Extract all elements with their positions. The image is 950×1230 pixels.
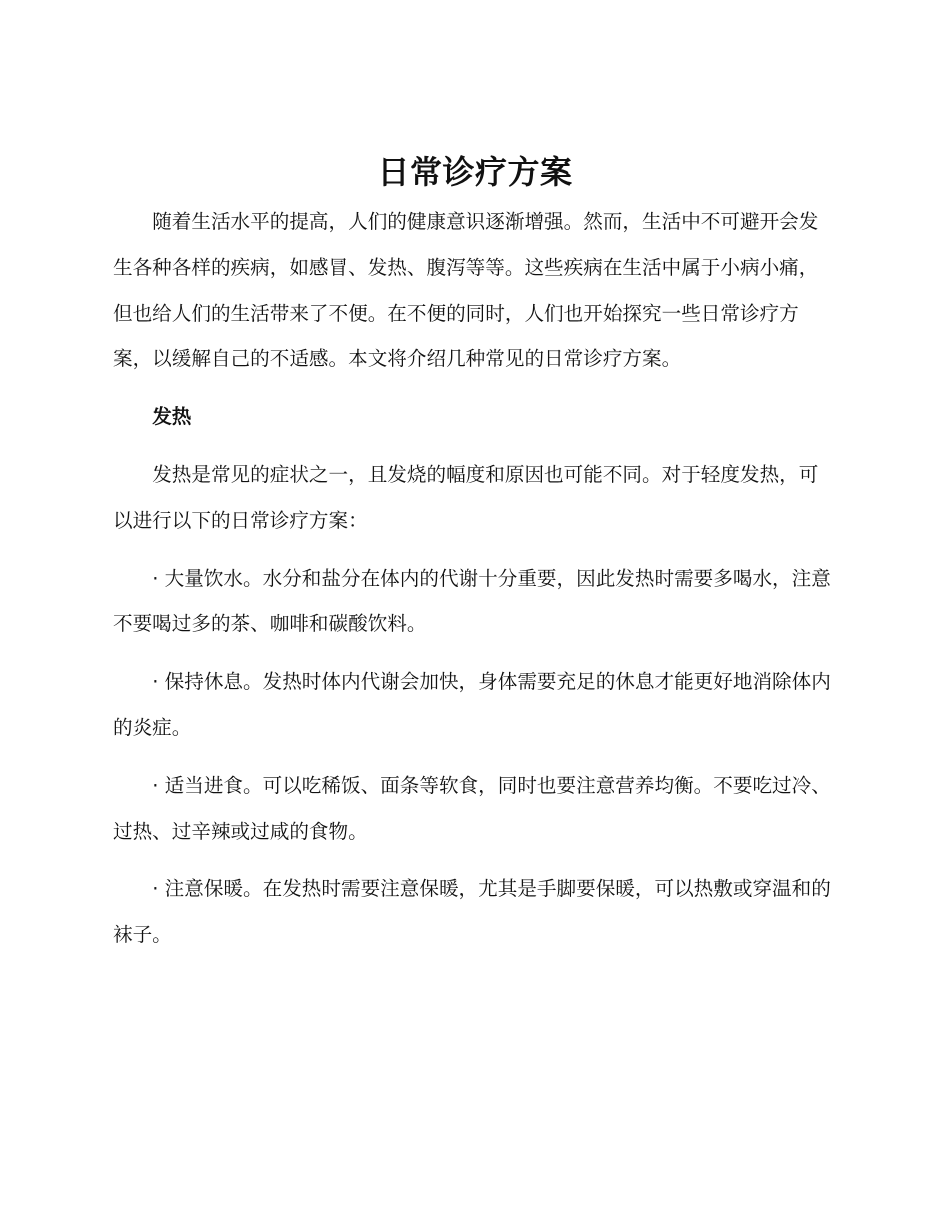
bullet-drink-water: · 大量饮水。水分和盐分在体内的代谢十分重要，因此发热时需要多喝水，注意不要喝过多的茶、咖啡和碳酸饮料。	[113, 566, 831, 636]
section-intro-paragraph: 发热是常见的症状之一，且发烧的幅度和原因也可能不同。对于轻度发热，可以进行以下的日常诊疗方案：	[113, 462, 819, 532]
bullet-eat-properly: · 适当进食。可以吃稀饭、面条等软食，同时也要注意营养均衡。不要吃过冷、过热、过辛辣或过咸的食物。	[113, 773, 831, 843]
document-title: 日常诊疗方案	[377, 153, 573, 191]
bullet-rest: · 保持休息。发热时体内代谢会加快，身体需要充足的休息才能更好地消除体内的炎症。	[113, 670, 831, 739]
document-body	[113, 199, 833, 970]
section-heading-fever: 发热	[152, 405, 192, 429]
intro-paragraph: 随着生活水平的提高，人们的健康意识逐渐增强。然而，生活中不可避开会发生各种各样的疾病，如感冒、发热、腹泻等等。这些疾病在生活中属于小病小痛，但也给人们的生活带来了不便。在不便的同时，人们也开始探究一些日常诊疗方案，以缓解自己的不适感。本文将介绍几种常见的日常诊疗方案。	[113, 210, 819, 371]
bullet-keep-warm: · 注意保暖。在发热时需要注意保暖，尤其是手脚要保暖，可以热敷或穿温和的袜子。	[113, 877, 831, 947]
